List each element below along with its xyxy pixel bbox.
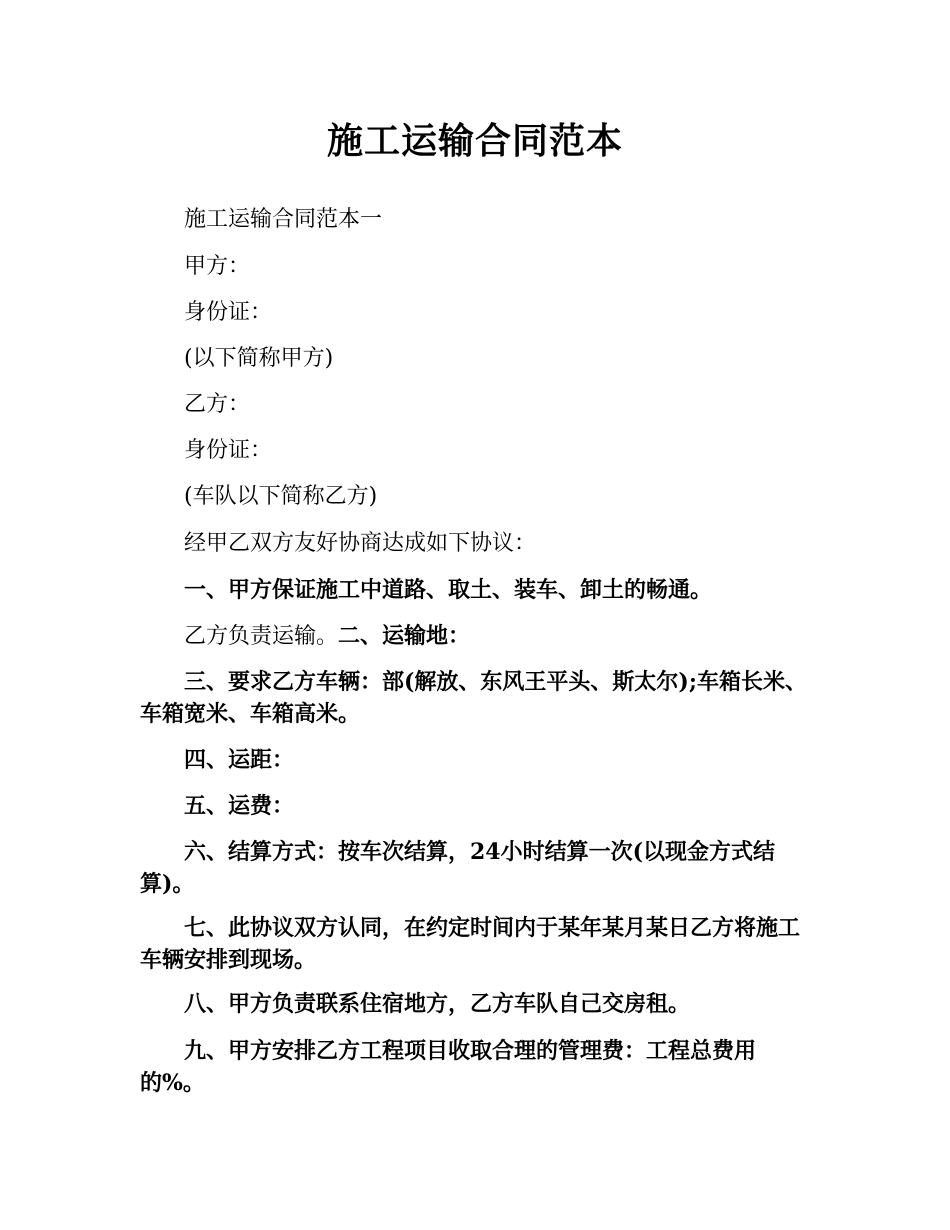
paragraph-id-a: 身份证： [184,300,273,325]
clause-2-line [140,620,810,653]
paragraph-agreement-intro: 经甲乙双方友好协商达成如下协议： [184,531,537,556]
paragraph-id-b: 身份证： [184,438,273,463]
page-title: 施工运输合同范本 [326,120,623,162]
clause-2: 二、运输地： [338,623,471,649]
paragraph-party-a-alias: (以下简称甲方) [184,346,334,371]
clause-3: 三、要求乙方车辆：部(解放、东风王平头、斯太尔);车箱长米、车箱宽米、车箱高米。 [140,669,807,727]
paragraph-party-b: 乙方： [184,392,251,417]
clause-1-continuation: 乙方负责运输。 [184,624,339,649]
clause-5: 五、运费： [184,793,295,819]
paragraph-party-b-alias: (车队以下简称乙方) [184,484,378,509]
clause-9: 九、甲方安排乙方工程项目收取合理的管理费：工程总费用的%。 [140,1038,757,1096]
clause-7: 七、此协议双方认同，在约定时间内于某年某月某日乙方将施工车辆安排到现场。 [140,915,801,973]
clause-6: 六、结算方式：按车次结算，24小时结算一次(以现金方式结算)。 [140,839,776,897]
paragraph-party-a: 甲方： [184,254,251,279]
clause-4: 四、运距： [184,747,295,773]
clause-8: 八、甲方负责联系住宿地方，乙方车队自己交房租。 [184,991,691,1017]
paragraph-subtitle: 施工运输合同范本一 [184,207,383,232]
clause-1: 一、甲方保证施工中道路、取土、装车、卸土的畅通。 [184,577,713,603]
